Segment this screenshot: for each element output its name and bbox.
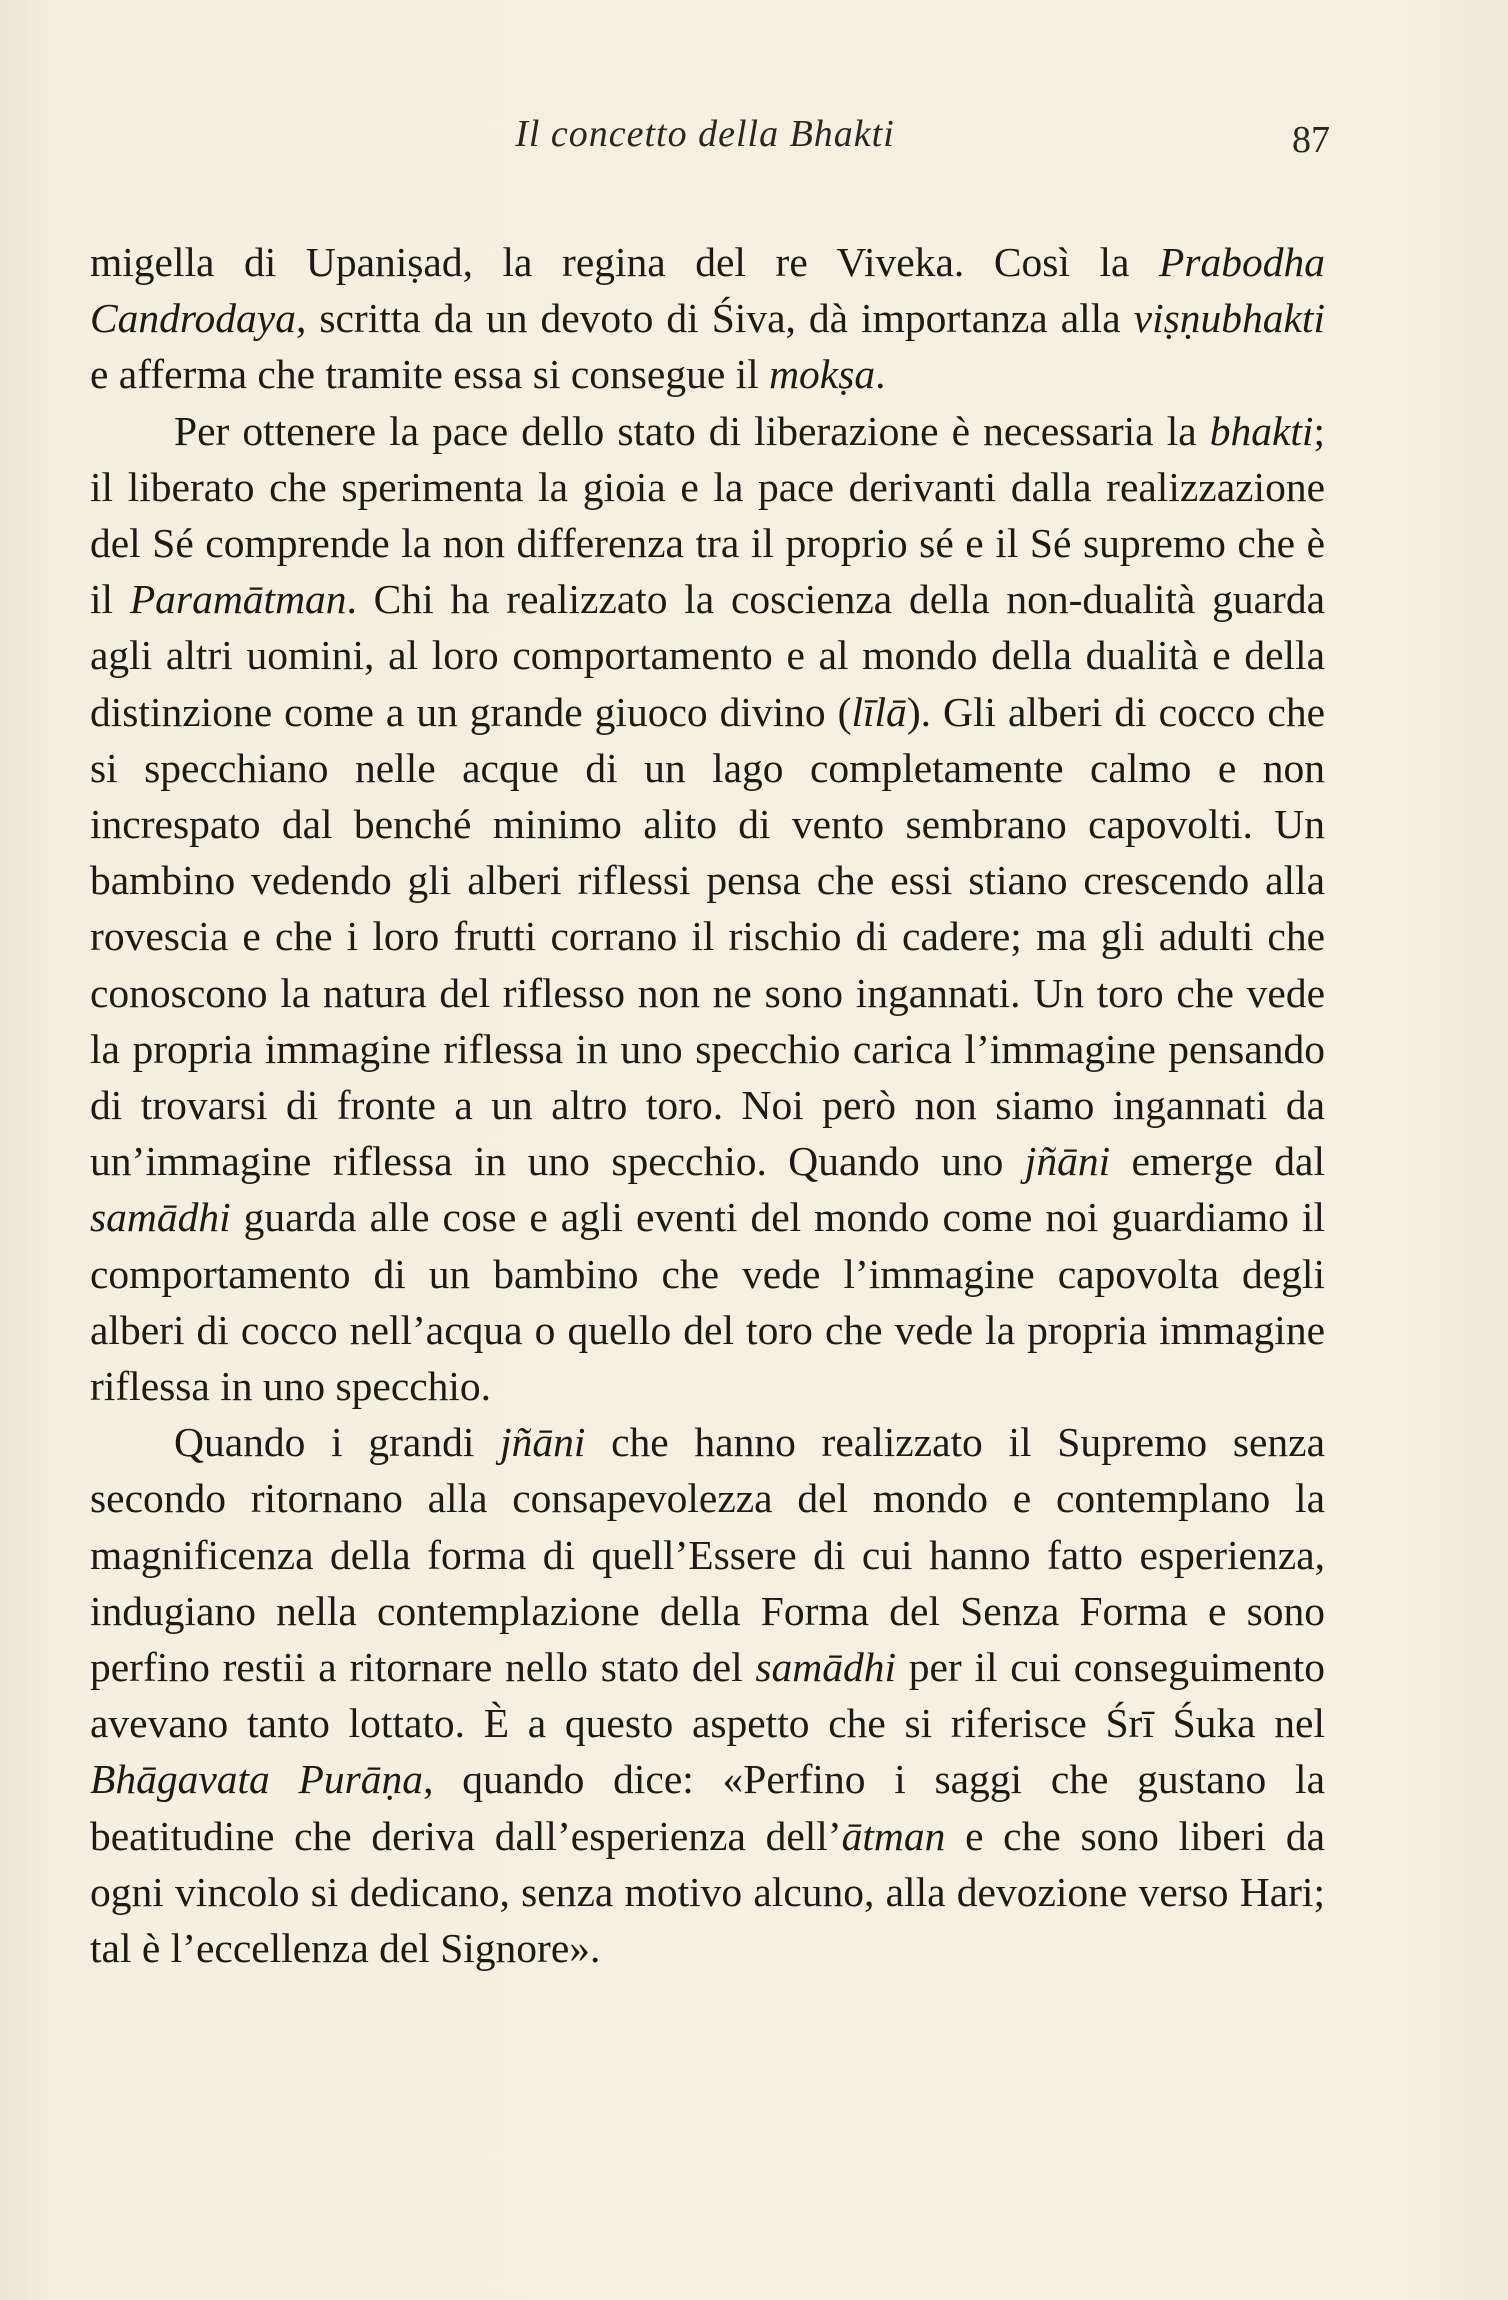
text-run: guarda alle cose e agli eventi del mondo come noi guardiamo il comportamento di un bambino che vede l’immagine capovolta degli alberi di cocco nell’acqua o quello del toro che vede la propria immagine riflessa in uno specchio. <box>90 1194 1325 1410</box>
paragraph <box>90 1414 1325 1976</box>
text-run: per il cui conseguimento avevano tanto lottato. È a questo aspetto che si riferisce Śrī Śuka nel <box>90 1644 1325 1747</box>
text-run: ). Gli alberi di cocco che si specchiano nelle acque di un lago completamente calmo e non increspato dal benché minimo alito di vento sembrano capovolti. Un bambino vedendo gli alberi riflessi pensa che essi stiano crescendo alla rovescia e che i loro frutti corrano il rischio di cadere; ma gli adulti che conoscono la natura del riflesso non ne sono ingannati. Un toro che vede la propria immagine riflessa in uno specchio carica l’immagine pensando di trovarsi di fronte a un altro toro. Noi però non siamo ingannati da un’immagine riflessa in uno specchio. Quando uno <box>90 688 1326 1185</box>
running-head <box>90 112 1330 162</box>
text-run: Quando i grandi <box>174 1419 501 1466</box>
text-run: e che sono liberi da ogni vincolo si dedicano, senza motivo alcuno, alla devozione verso Hari; tal è l’eccellenza del Signore». <box>90 1812 1325 1972</box>
italic-term: Paramātman <box>129 576 347 623</box>
italic-term: samādhi <box>90 1194 231 1241</box>
italic-term: Bhāgavata Purāṇa <box>90 1756 424 1803</box>
paragraph <box>90 234 1325 403</box>
text-run: , scritta da un devoto di Śiva, dà importanza alla <box>295 295 1134 342</box>
text-run: . Chi ha realizzato la coscienza della non-dualità guarda agli altri uomini, al loro comportamento e al mondo della dualità e della distinzione come a un grande giuoco divino ( <box>90 576 1325 735</box>
body-text <box>90 234 1325 1976</box>
text-run: migella di Upaniṣad, la regina del re Viveka. Così la <box>90 239 1159 285</box>
running-head-title: Il concetto della Bhakti <box>515 113 895 155</box>
italic-term: viṣṇubhakti <box>1133 295 1325 342</box>
italic-term: jñāni <box>1024 1138 1111 1185</box>
italic-term: bhakti <box>1209 407 1314 454</box>
italic-term: jñāni <box>500 1419 586 1466</box>
paragraph <box>90 403 1325 1415</box>
italic-term: mokṣa <box>769 351 876 398</box>
text-run: . <box>875 351 886 398</box>
text-run: , quando dice: «Perfino i saggi che gustano la beatitudine che deriva dall’esperienza dell’ <box>90 1756 1325 1859</box>
text-run: e afferma che tramite essa si consegue il <box>90 351 770 398</box>
italic-term: Prabodha Candrodaya <box>90 239 1325 342</box>
page-number: 87 <box>1292 119 1330 161</box>
italic-term: līlā <box>851 688 907 735</box>
italic-term: samādhi <box>755 1644 897 1691</box>
text-run: che hanno realizzato il Supremo senza secondo ritornano alla consapevolezza del mondo e contemplano la magnificenza della forma di quell’Essere di cui hanno fatto esperienza, indugiano nella contemplazione della Forma del Senza Forma e sono perfino restii a ritornare nello stato del <box>90 1419 1325 1691</box>
text-run: ; il liberato che sperimenta la gioia e la pace derivanti dalla realizzazione del Sé comprende la non differenza tra il proprio sé e il Sé supremo che è il <box>90 407 1325 623</box>
text-run: Per ottenere la pace dello stato di liberazione è necessaria la <box>174 407 1210 454</box>
italic-term: ātman <box>841 1812 946 1859</box>
text-run: emerge dal <box>1110 1138 1326 1185</box>
